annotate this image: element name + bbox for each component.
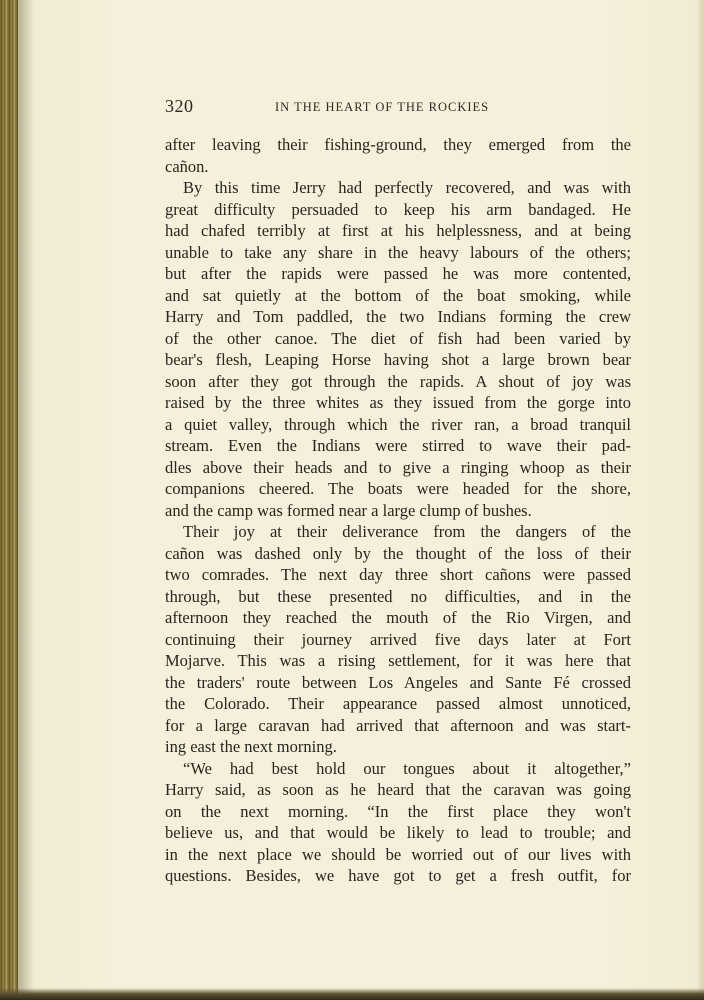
text-line: but after the rapids were passed he was more contented,	[165, 264, 631, 283]
text-line: in the next place we should be worried out of our lives with	[165, 844, 631, 864]
text-line: Harry said, as soon as he heard that the caravan was going	[165, 780, 631, 799]
text-line: on the next morning. “In the first place they won't	[165, 801, 631, 821]
text-line: believe us, and that would be likely to lead to trouble; and	[165, 823, 631, 842]
text-line: after leaving their fishing-ground, they emerged from the	[165, 135, 631, 154]
text-line: afternoon they reached the mouth of the Rio Virgen, and	[165, 608, 631, 627]
text-line: great difficulty persuaded to keep his arm bandaged. He	[165, 199, 631, 219]
text-line: dles above their heads and to give a ringing whoop as their	[165, 457, 631, 477]
running-title: IN THE HEART OF THE ROCKIES	[275, 100, 490, 114]
body-text	[165, 134, 631, 887]
text-line: bear's flesh, Leaping Horse having shot a large brown bear	[165, 350, 631, 369]
text-line: “We had best hold our tongues about it altogether,”	[183, 758, 631, 778]
text-line: soon after they got through the rapids. A shout of joy was	[165, 371, 631, 391]
page-number: 320	[165, 96, 194, 116]
text-line: By this time Jerry had perfectly recovered, and was with	[183, 178, 631, 197]
text-line: and sat quietly at the bottom of the boat smoking, while	[165, 285, 631, 305]
text-line: raised by the three whites as they issued from the gorge into	[165, 393, 631, 412]
text-line: Their joy at their deliverance from the dangers of the	[183, 522, 631, 541]
text-line: ing east the next morning.	[165, 737, 337, 756]
text-line: companions cheered. The boats were headed for the shore,	[165, 479, 631, 498]
page-bottom-edge	[0, 988, 704, 1000]
text-line: a quiet valley, through which the river ran, a broad tranquil	[165, 414, 631, 434]
text-line: two comrades. The next day three short cañons were passed	[165, 565, 631, 584]
text-line: continuing their journey arrived five days later at Fort	[165, 629, 631, 649]
text-line: questions. Besides, we have got to get a fresh outfit, for	[165, 866, 631, 885]
text-line: of the other canoe. The diet of fish had been varied by	[165, 328, 631, 348]
text-line: the traders' route between Los Angeles and Sante Fé crossed	[165, 672, 631, 692]
text-line: had chafed terribly at first at his helplessness, and at being	[165, 221, 631, 240]
text-line: and the camp was formed near a large clump of bushes.	[165, 500, 532, 520]
text-line: for a large caravan had arrived that afternoon and was start-	[165, 715, 631, 735]
gutter-shadow	[18, 0, 34, 1000]
text-line: through, but these presented no difficulties, and in the	[165, 586, 631, 606]
page-edge	[698, 0, 704, 1000]
text-line: unable to take any share in the heavy labours of the others;	[165, 242, 631, 262]
text-line: stream. Even the Indians were stirred to wave their pad-	[165, 436, 631, 455]
text-line: the Colorado. Their appearance passed almost unnoticed,	[165, 694, 631, 713]
page-header	[165, 96, 631, 120]
text-line: Harry and Tom paddled, the two Indians forming the crew	[165, 307, 631, 326]
text-line: cañon was dashed only by the thought of the loss of their	[165, 543, 631, 563]
text-line: Mojarve. This was a rising settlement, for it was here that	[165, 651, 631, 670]
text-line: cañon.	[165, 156, 209, 176]
book-spine	[0, 0, 18, 1000]
